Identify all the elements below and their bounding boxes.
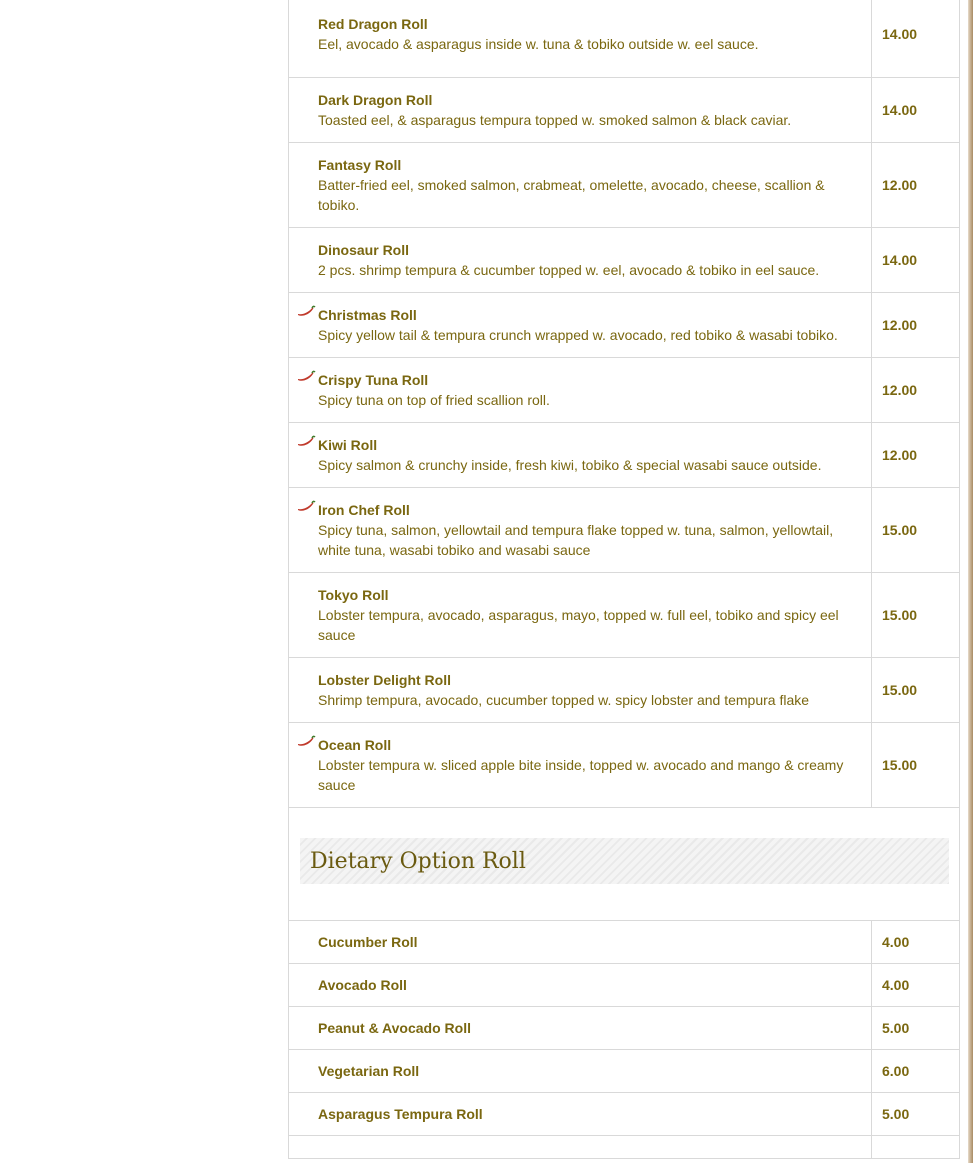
menu-item-cell [289,228,872,293]
menu-item-cell [289,0,872,78]
menu-item-price: 12.00 [872,423,960,488]
chili-pepper-icon [296,370,316,384]
dietary-item-row [289,921,960,964]
menu-item-cell [289,358,872,423]
menu-item-price: 15.00 [872,658,960,723]
menu-item-row [289,723,960,808]
menu-item-name: Kiwi Roll [318,437,378,453]
menu-item-description: Spicy tuna on top of fried scallion roll. [318,392,550,408]
dietary-item-row [289,1007,960,1050]
dietary-section-header [289,808,960,921]
menu-item-description: Batter-fried eel, smoked salmon, crabmeat, omelette, avocado, cheese, scallion & tobiko. [318,177,825,213]
menu-item-description: Lobster tempura w. sliced apple bite inside, topped w. avocado and mango & creamy sauce [318,757,844,793]
menu-item-cell [289,723,872,808]
dietary-item-cell [289,1093,872,1136]
dietary-item-cell [289,921,872,964]
menu-item-cell [289,293,872,358]
dietary-item-name: Asparagus Tempura Roll [318,1106,483,1122]
section-header-cell [289,808,960,921]
section-bar [300,838,949,884]
menu-item-cell [289,423,872,488]
dietary-rolls-body [289,921,960,1159]
menu-item-row [289,228,960,293]
menu-item-row [289,0,960,78]
dietary-item-cell [289,1136,872,1159]
menu-table [288,0,960,1159]
menu-item-name: Dinosaur Roll [318,242,410,258]
menu-item-row [289,658,960,723]
dietary-item-name: Peanut & Avocado Roll [318,1020,471,1036]
dietary-item-cell [289,1050,872,1093]
menu-item-cell [289,488,872,573]
dietary-item-cell [289,1007,872,1050]
menu-item-price: 12.00 [872,143,960,228]
chili-pepper-icon [296,305,316,319]
dietary-item-price: 4.00 [872,964,960,1007]
menu-item-description: Shrimp tempura, avocado, cucumber topped w. spicy lobster and tempura flake [318,692,810,708]
dietary-item-price [872,1136,960,1159]
menu-item-price: 12.00 [872,293,960,358]
menu-item-description: 2 pcs. shrimp tempura & cucumber topped w. eel, avocado & tobiko in eel sauce. [318,262,820,278]
menu-item-name: Red Dragon Roll [318,16,428,32]
dietary-item-name: Avocado Roll [318,977,407,993]
menu-item-name: Ocean Roll [318,737,392,753]
dietary-item-price: 5.00 [872,1007,960,1050]
menu-item-cell [289,78,872,143]
menu-item-description: Eel, avocado & asparagus inside w. tuna & tobiko outside w. eel sauce. [318,36,759,52]
chili-pepper-icon [296,500,316,514]
menu-item-name: Iron Chef Roll [318,502,410,518]
menu-item-row [289,488,960,573]
menu-item-price: 15.00 [872,573,960,658]
menu-item-price: 12.00 [872,358,960,423]
menu-item-name: Crispy Tuna Roll [318,372,429,388]
dietary-item-row [289,964,960,1007]
dietary-item-row [289,1136,960,1159]
dietary-item-cell [289,964,872,1007]
menu-item-description: Spicy tuna, salmon, yellowtail and tempura flake topped w. tuna, salmon, yellowtail, white tuna, wasabi tobiko and wasabi sauce [318,522,834,558]
menu-table-container [288,0,918,1159]
dietary-item-name: Cucumber Roll [318,934,418,950]
menu-item-name: Lobster Delight Roll [318,672,451,688]
menu-item-name: Tokyo Roll [318,587,389,603]
menu-item-row [289,78,960,143]
menu-item-description: Lobster tempura, avocado, asparagus, mayo, topped w. full eel, tobiko and spicy eel sauce [318,607,839,643]
section-title: Dietary Option Roll [310,848,526,874]
dietary-item-row [289,1050,960,1093]
menu-item-cell [289,143,872,228]
dietary-item-price: 4.00 [872,921,960,964]
chili-pepper-icon [296,735,316,749]
specialty-rolls-body [289,0,960,808]
menu-item-row [289,358,960,423]
menu-item-price: 14.00 [872,228,960,293]
menu-item-description: Spicy salmon & crunchy inside, fresh kiwi, tobiko & special wasabi sauce outside. [318,457,822,473]
menu-item-name: Fantasy Roll [318,157,402,173]
right-edge-border [968,0,973,1163]
menu-item-description: Toasted eel, & asparagus tempura topped w. smoked salmon & black caviar. [318,112,792,128]
menu-item-row [289,573,960,658]
menu-item-row [289,293,960,358]
menu-item-price: 15.00 [872,488,960,573]
menu-item-price: 14.00 [872,78,960,143]
menu-item-row [289,143,960,228]
dietary-item-row [289,1093,960,1136]
menu-item-name: Christmas Roll [318,307,417,323]
menu-item-cell [289,658,872,723]
chili-pepper-icon [296,435,316,449]
menu-item-row [289,423,960,488]
menu-item-name: Dark Dragon Roll [318,92,433,108]
dietary-item-price: 6.00 [872,1050,960,1093]
menu-item-price: 15.00 [872,723,960,808]
menu-item-price: 14.00 [872,0,960,78]
dietary-item-price: 5.00 [872,1093,960,1136]
dietary-item-name: Vegetarian Roll [318,1063,420,1079]
menu-item-description: Spicy yellow tail & tempura crunch wrapped w. avocado, red tobiko & wasabi tobiko. [318,327,838,343]
menu-item-cell [289,573,872,658]
